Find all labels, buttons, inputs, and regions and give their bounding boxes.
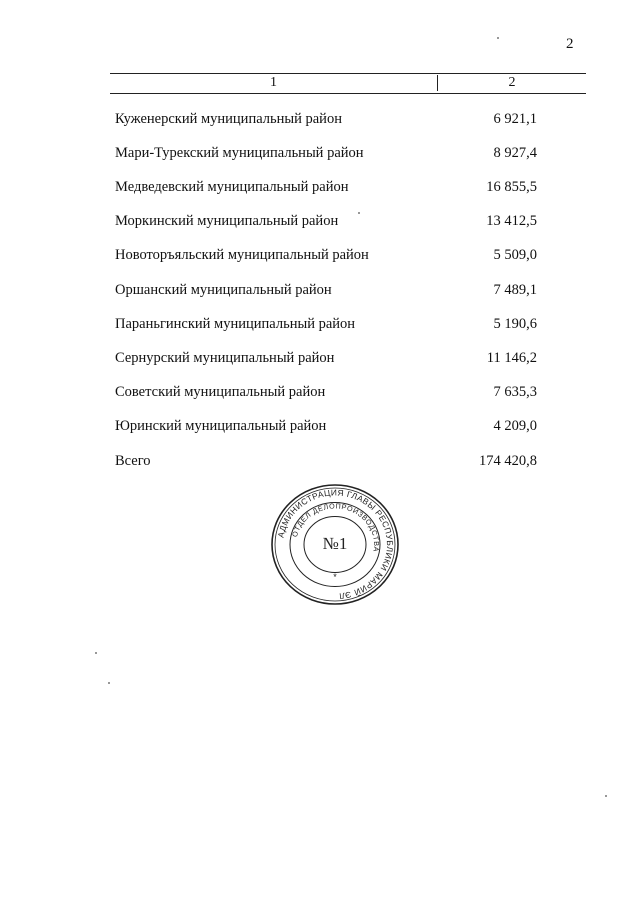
table-row [115,382,537,402]
table-row [115,177,537,197]
table-row [115,143,537,163]
stamp-number: №1 [322,534,348,553]
stamp-inner-text: ОТДЕЛ ДЕЛОПРОИЗВОДСТВА [289,501,382,553]
district-name: Юринский муниципальный район [115,418,327,434]
district-name: Медведевский муниципальный район [115,179,349,195]
table-row [115,348,537,368]
scan-speck [358,212,360,214]
table-row [115,109,537,129]
scan-speck [605,795,607,797]
table-row [115,280,537,300]
district-value: 16 855,5 [486,179,537,195]
district-name: Сернурский муниципальный район [115,350,335,366]
table-row [115,211,537,231]
stamp-outer-text: АДМИНИСТРАЦИЯ ГЛАВЫ РЕСПУБЛИКИ МАРИЙ ЭЛ [275,487,396,602]
district-value: 8 927,4 [493,145,537,161]
district-value: 6 921,1 [493,111,537,127]
table-row-total [115,451,537,471]
scan-speck [95,652,97,654]
district-value: 5 509,0 [493,247,537,263]
scan-speck [108,682,110,684]
scan-speck [497,37,499,39]
district-value: 5 190,6 [493,316,537,332]
district-name: Оршанский муниципальный район [115,282,332,298]
district-value: 13 412,5 [486,213,537,229]
district-value: 7 489,1 [493,282,537,298]
total-value: 174 420,8 [479,453,537,469]
district-value: 4 209,0 [493,418,537,434]
district-name: Параньгинский муниципальный район [115,316,356,332]
district-name: Новоторъяльский муниципальный район [115,247,369,263]
district-value: 11 146,2 [486,350,537,366]
table-row [115,416,537,436]
header-column-2: 2 [508,75,516,90]
district-name: Мари-Турекский муниципальный район [115,145,364,161]
page-number: 2 [566,36,574,52]
table-row [115,314,537,334]
district-name: Моркинский муниципальный район [115,213,339,229]
stamp-star: * [333,572,337,582]
district-value: 7 635,3 [493,384,537,400]
district-name: Куженерский муниципальный район [115,111,342,127]
district-name: Советский муниципальный район [115,384,326,400]
table-row [115,245,537,265]
total-label: Всего [115,453,151,469]
table-header [110,73,586,94]
header-column-1: 1 [110,75,438,91]
official-stamp [270,483,400,606]
